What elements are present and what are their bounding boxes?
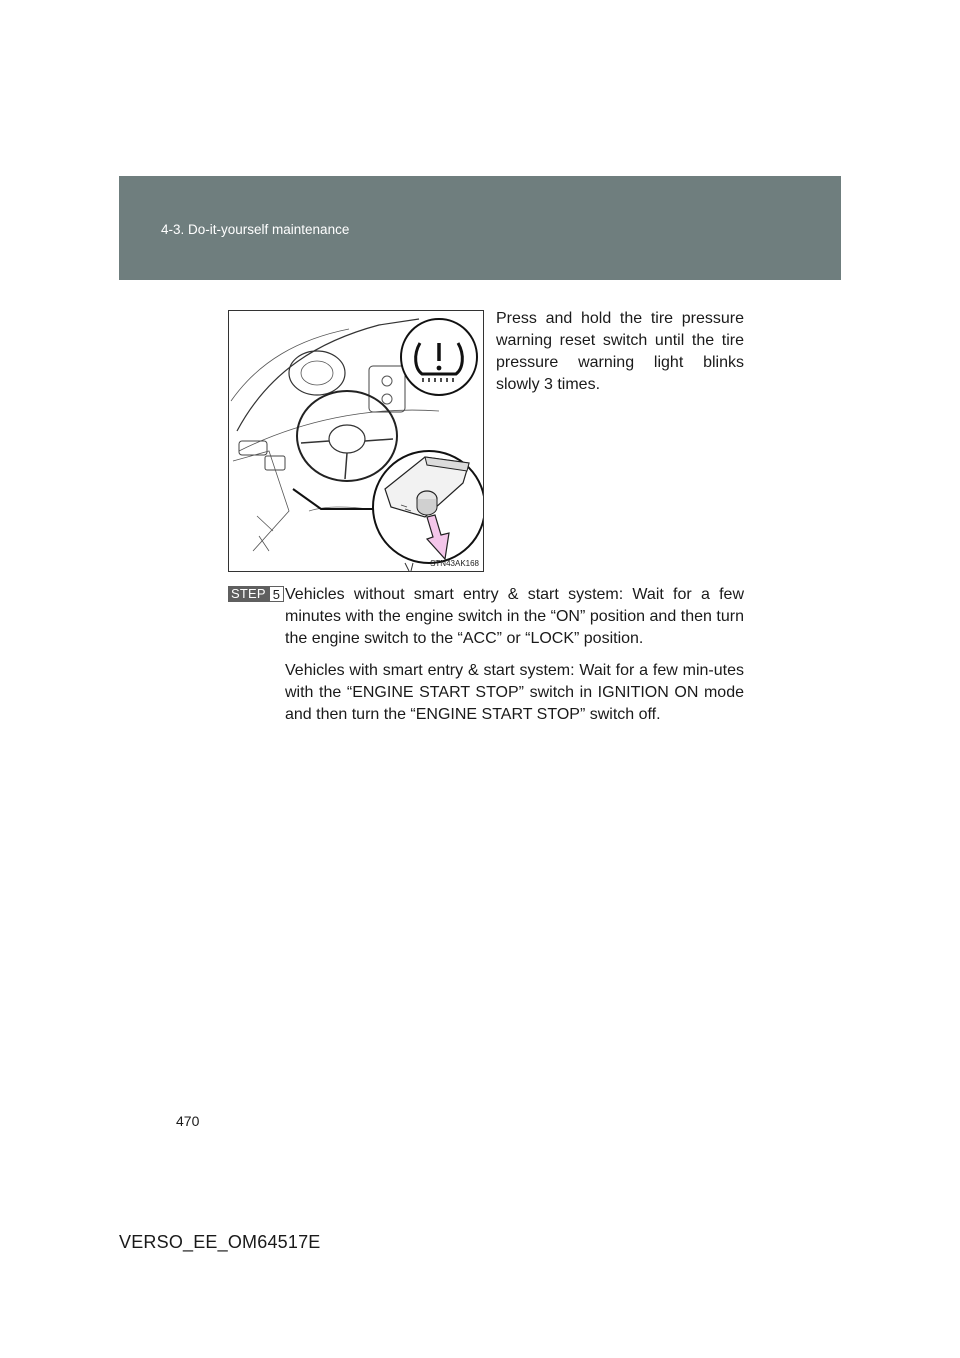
step-5-text-with-smart-entry: Vehicles with smart entry & start system: Wait for a few min-utes with the “ENGINE START STOP” switch in IGNITION ON mode and then turn the “ENGINE START STOP” switch off. <box>285 662 744 723</box>
step-4-text: Press and hold the tire pressure warning reset switch until the tire pressure warning light blinks slowly 3 times. <box>496 310 744 393</box>
step-number: 5 <box>269 586 284 602</box>
step-5-badge <box>228 586 284 602</box>
step-5-text-without-smart-entry: Vehicles without smart entry & start system: Wait for a few minutes with the engine switch in the “ON” position and then turn the engine switch to the “ACC” or “LOCK” position. <box>285 586 744 647</box>
section-title: 4-3. Do-it-yourself maintenance <box>161 222 350 237</box>
tire-pressure-reset-figure <box>228 310 484 572</box>
page-number: 470 <box>176 1113 200 1129</box>
figure-code: STN43AK168 <box>430 559 479 568</box>
dashboard-illustration <box>229 311 484 572</box>
document-code: VERSO_EE_OM64517E <box>119 1232 321 1252</box>
header-band <box>119 176 841 280</box>
step-label: STEP <box>228 586 269 602</box>
